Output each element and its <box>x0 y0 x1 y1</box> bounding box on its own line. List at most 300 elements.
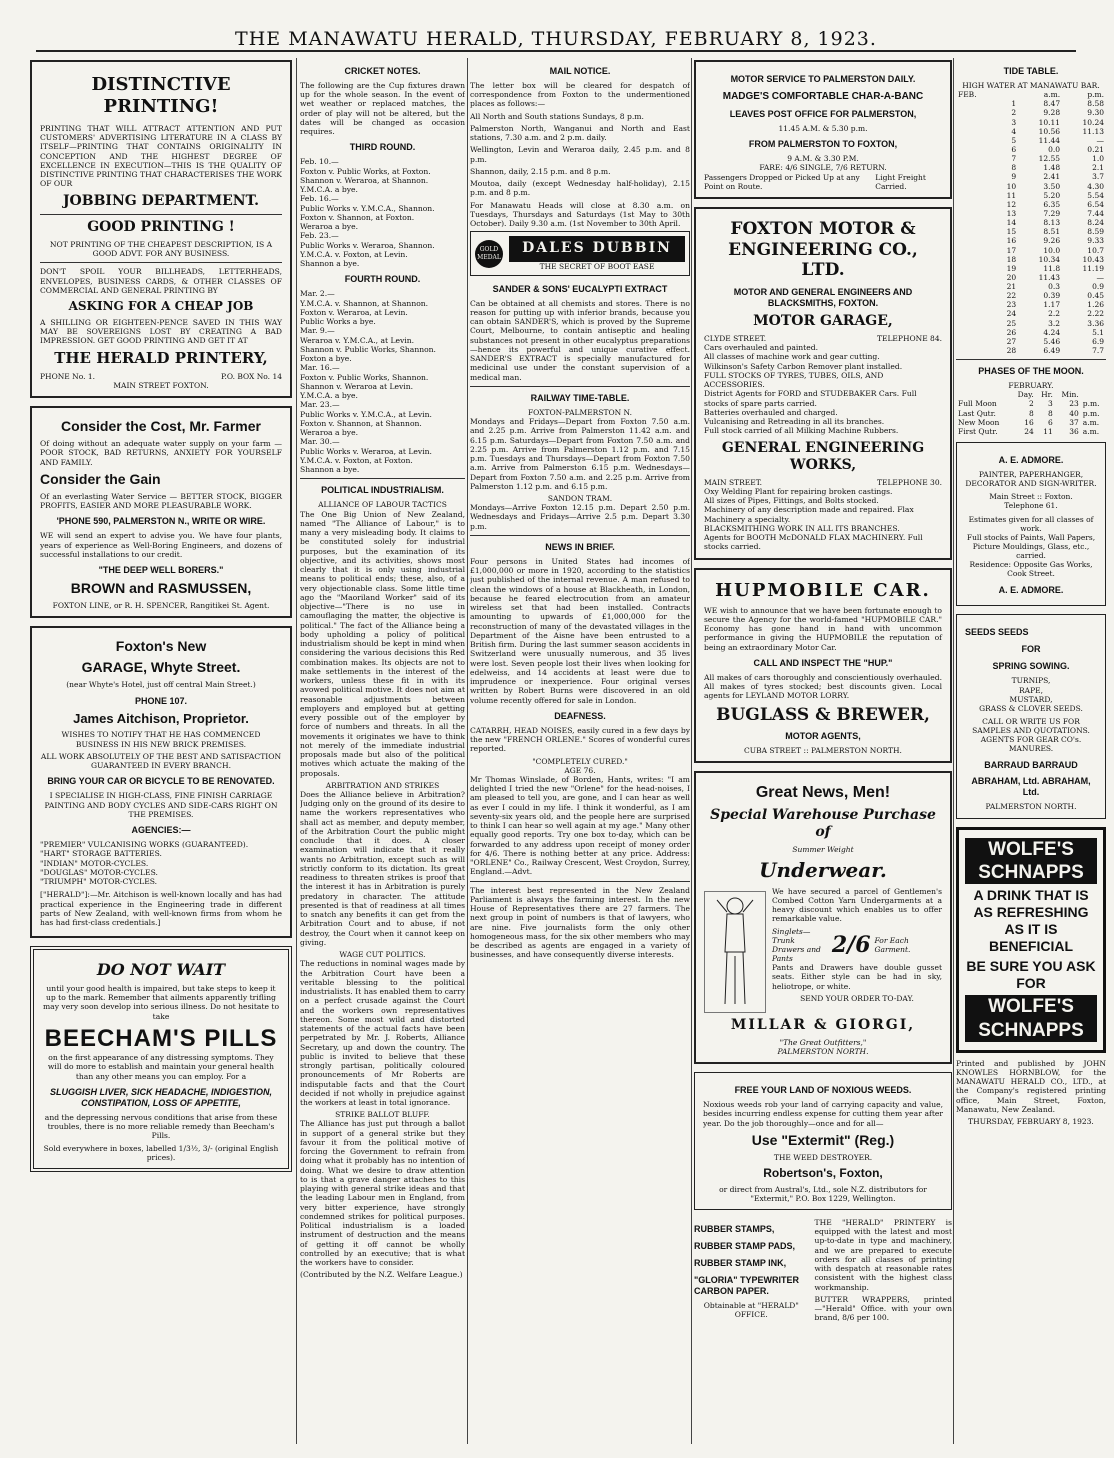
motor-garage: MOTOR GARAGE, <box>753 312 893 329</box>
moon-cell: Last Qutr. <box>958 408 996 418</box>
butter-wrappers: BUTTER WRAPPERS, printed—"Herald" Office. with your own brand, 8/6 per 100. <box>814 1294 952 1323</box>
mail-item: Palmerston North, Wanganui and North and East stations, 7.30 a.m. and 2 p.m. daily. <box>470 123 690 143</box>
column-3 <box>470 60 690 1442</box>
cricket-title: CRICKET NOTES. <box>344 66 421 76</box>
age-76: AGE 76. <box>564 765 596 775</box>
tide-cell: 16 <box>1006 236 1017 246</box>
hupmobile-title: HUPMOBILE CAR. <box>715 579 931 601</box>
fixture: Foxton v. Weraroa, at Levin. <box>300 307 408 317</box>
outfitters: "The Great Outfitters," <box>779 1037 867 1047</box>
tide-cell: 14 <box>1006 218 1017 228</box>
service-item: FULL STOCKS OF TYRES, TUBES, OILS, AND ACCESSORIES. <box>704 370 884 390</box>
tide-cell: 2.2 <box>1048 309 1061 319</box>
moon-cell: 23 <box>1069 399 1079 409</box>
moon-row <box>956 427 1106 436</box>
foxton-motor-title: FOXTON MOTOR & ENGINEERING CO., LTD. <box>728 218 918 281</box>
railway-sub: FOXTON-PALMERSTON N. <box>527 407 633 417</box>
summer-weight: Summer Weight <box>792 845 854 855</box>
motor-general: MOTOR AND GENERAL ENGINEERS AND BLACKSMITHS, FOXTON. <box>733 287 913 308</box>
tide-cell: 10 <box>1006 181 1017 191</box>
deafness-title: DEAFNESS. <box>554 710 606 721</box>
deafness-text: CATARRH, HEAD NOISES, easily cured in a few days by the new "FRENCH ORLENE." Scores of wonderful cures reported. <box>470 725 690 754</box>
tide-cell: 6.35 <box>1043 199 1061 209</box>
news-title: NEWS IN BRIEF. <box>545 541 615 552</box>
service-item: Oxy Welding Plant for repairing broken castings. <box>704 486 893 496</box>
moon-cell: 2 <box>1028 399 1034 409</box>
tide-cell: 9.28 <box>1043 108 1061 118</box>
tide-cell: 10.0 <box>1043 245 1061 255</box>
expert-text: WE will send an expert to advise you. We have four plants, years of experience as Well-Boring Engineers, and dozens of successful installations to our credit. <box>40 531 282 559</box>
gold-medal-icon: GOLD MEDAL <box>475 240 503 268</box>
passengers: Passengers Dropped or Picked Up at any Point on Route. <box>704 172 860 191</box>
tide-cell: 22 <box>1006 291 1017 301</box>
tide-cell <box>956 300 995 309</box>
tide-row <box>956 108 1106 117</box>
beechams-pills: BEECHAM'S PILLS <box>44 1024 278 1052</box>
tide-cell <box>956 346 995 355</box>
fixture: Y.M.C.A. v. Foxton, at Foxton. <box>300 455 413 465</box>
weed-destroyer: THE WEED DESTROYER. <box>773 1152 873 1162</box>
moon-row <box>956 418 1106 427</box>
herald-printery-title: THE HERALD PRINTERY, <box>54 349 268 368</box>
gain-text: Of an everlasting Water Service — BETTER STOCK, BIGGER PROFITS, EASIER AND MORE PLEASURABLE WORK. <box>40 491 282 511</box>
agency-item: "DOUGLAS" MOTOR-CYCLES. <box>40 867 158 877</box>
tide-cell <box>956 172 995 181</box>
tide-cell: 10.34 <box>1038 254 1061 264</box>
tide-row <box>956 218 1106 227</box>
wolfes-title: WOLFE'S SCHNAPPS <box>965 838 1097 884</box>
palmerston-north-seeds: PALMERSTON NORTH. <box>985 802 1077 812</box>
cuba-street: CUBA STREET :: PALMERSTON NORTH. <box>744 746 902 756</box>
seeds-for: FOR <box>1021 644 1041 655</box>
moon-cell: First Qutr. <box>958 426 998 436</box>
underwear-ad <box>694 771 952 1064</box>
column-1 <box>30 60 292 1442</box>
tide-row <box>956 309 1106 318</box>
moon-cell: 24 <box>1024 426 1034 436</box>
printing-text: PRINTING THAT WILL ATTRACT ATTENTION AND PUT CUSTOMERS' ADVERTISING LITERATURE IN A CLASS BY ITSELF—PRINTING THAT CONTAINS ORIGINALITY IN CONCEPTION AND THE HIGHEST DEGREE OF EXCELLENCE IN EXECUTION—THIS IS THE QUALITY OF DISTINCTIVE PRINTING THAT CHARACTERISES THE WORK OF OUR <box>40 123 282 189</box>
buglass-brewer: BUGLASS & BREWER, <box>716 704 930 725</box>
tide-cell <box>956 99 995 108</box>
dont-spoil-text: DON'T SPOIL YOUR BILLHEADS, LETTERHEADS, ENVELOPES, BUSINESS CARDS, & OTHER CLASSES OF COMMERCIAL AND GENERAL PRINTING BY <box>40 267 282 295</box>
asking-title: ASKING FOR A CHEAP JOB <box>68 299 254 314</box>
special-purchase: Special Warehouse Purchase of <box>710 806 936 841</box>
tide-cell: 8.51 <box>1043 227 1061 237</box>
tide-row <box>956 255 1106 264</box>
stamp-item: RUBBER STAMP PADS, <box>694 1240 796 1251</box>
tide-cell: 8.24 <box>1087 218 1104 228</box>
arbitration-text: Does the Alliance believe in Arbitration? Judging only on the ground of its desire to name the workers representatives who shall act as member, and deputy member, of the Arbitration Court the public might conclude that it does. A closer examination will indicate that it really wants no Arbitration, except such as will strictly conform to its dictation. Its great readiness to threaten strikes is proof that the interest it has in Arbitration is purely predatory in character. The attitude presented is that of readiness at all times to snatch any benefits it can get from the Arbitration Court and to abuse, if not destroy, the Court when it cannot keep on giving. <box>300 789 465 947</box>
singlets: Singlets—Trunk Drawers and Pants <box>772 926 821 964</box>
tide-cell: 6 <box>1011 144 1017 154</box>
tide-cell: 2 <box>1011 108 1017 118</box>
pants-text: Pants and Drawers have double gusset seats. Either style can be had in sky, heliotrope, or white. <box>772 963 942 991</box>
contributed-by: (Contributed by the N.Z. Welfare League.) <box>300 1270 463 1280</box>
motor-service-title: MOTOR SERVICE TO PALMERSTON DAILY. <box>730 74 916 84</box>
stamp-item: RUBBER STAMPS, <box>694 1223 775 1234</box>
paints: Full stocks of Paints, Wall Papers, Picture Mouldings, Glass, etc., carried. <box>966 532 1096 561</box>
tide-cell: 8.59 <box>1087 227 1104 237</box>
tide-row <box>956 282 1106 291</box>
tide-cell <box>956 191 995 200</box>
call-write: CALL OR WRITE US FOR SAMPLES AND QUOTATIONS. <box>972 716 1090 736</box>
tide-row <box>956 163 1106 172</box>
depressing-text: and the depressing nervous conditions that arise from these troubles, there is no more reliable remedy than Beecham's Pills. <box>44 1112 278 1141</box>
sander-title: SANDER & SONS' EUCALYPTI EXTRACT <box>492 283 668 294</box>
tide-cell <box>956 154 995 163</box>
jobbing-title: JOBBING DEPARTMENT. <box>62 192 260 209</box>
farmer-text: Of doing without an adequate water supply on your farm — POOR STOCK, BAD RETURNS, ANXIETY FOR YOURSELF AND FAMILY. <box>40 439 282 467</box>
tide-cell: 13 <box>1006 208 1017 218</box>
mail-item: Wellington, Levin and Weraroa daily, 2.45 p.m. and 8 p.m. <box>470 145 690 164</box>
agency-item: "PREMIER" VULCANISING WORKS (GUARANTEED). <box>40 840 249 850</box>
tide-cell: 20 <box>1006 272 1017 282</box>
tide-cell: 15 <box>1006 227 1017 237</box>
dont-wait: DO NOT WAIT <box>96 960 226 980</box>
tide-row <box>956 346 1106 355</box>
beecham-text: on the first appearance of any distressing symptoms. They will do more to establish and maintain your general health than any other means you can employ. For a <box>47 1053 275 1081</box>
moon-cell: 6 <box>1048 417 1053 427</box>
free-land: FREE YOUR LAND OF NOXIOUS WEEDS. <box>734 1085 912 1096</box>
wolfes-schnapps-ad <box>956 827 1106 1053</box>
parliament-text: The interest best represented in the New Zealand Parliament is always the farming interest. In the new House of Representatives there are 27 farmers. The next group in point of numbers is that of lawyers, who are nine. Five journalists form the only other homogeneous mass, for the six other members who may be described as agents are engaged in a variety of businesses, and have consequently diverse interests. <box>470 885 690 960</box>
tide-cell: 3 <box>1011 117 1017 127</box>
moon-cell: 36 <box>1069 426 1079 436</box>
tide-cell <box>956 163 995 172</box>
fixture: Y.M.C.A. v. Foxton, at Levin. <box>300 249 408 259</box>
strike-text: The Alliance has just put through a ballot in support of a general strike but they favour it from the political motive of forcing the Government to refrain from doing what it probably has no intention of doing. What we desire to draw attention to is that a grave danger attaches to this playing with general strike ideas and that the leading Labour men in England, from very bitter experience, have strongly condemned strikes for political purposes. Political industrialism is a loaded instrument of destruction and the means of getting it off cannot be wholly controlled by an executive; that is what the workers have to consider. <box>300 1119 465 1268</box>
fixture: Shannon a bye. <box>300 465 360 475</box>
from-palmerston: FROM PALMERSTON TO FOXTON, <box>748 139 898 150</box>
tide-cell: 10.11 <box>1038 117 1061 127</box>
dales-ad <box>470 231 690 275</box>
tide-cell: 8.47 <box>1043 99 1061 109</box>
from-time: 9 A.M. & 3.30 P.M. <box>787 154 859 164</box>
fixture: Weraroa v. Y.M.C.A., at Levin. <box>300 335 415 345</box>
fixture: Shannon v. Weraroa at Levin. <box>300 381 414 391</box>
tide-cell: 5.46 <box>1043 336 1061 346</box>
brown-rasmussen: BROWN and RASMUSSEN, <box>70 580 252 597</box>
mail-item: Moutoa, daily (except Wednesday half-holiday), 2.15 p.m. and 8 p.m. <box>470 179 690 198</box>
seed-item: TURNIPS, <box>1011 676 1051 686</box>
tide-cell <box>956 264 995 273</box>
fare: FARE: 4/6 SINGLE, 7/6 RETURN. <box>759 163 887 173</box>
sold-everywhere: Sold everywhere in boxes, labelled 1/3½, 3/- (original English prices). <box>43 1143 279 1162</box>
column-2 <box>300 60 465 1442</box>
wolfes-be-sure: BE SURE YOU ASK FOR <box>966 958 1096 992</box>
tide-row <box>956 118 1106 127</box>
tide-row <box>956 182 1106 191</box>
wage-text: The reductions in nominal wages made by the Arbitration Court have been a veritable blessing to the political industrialists. It has enabled them to carry on a perfect crusade against the Court and the workers own representatives thereon. Some most wild and distorted statements of the actual facts have been perpetrated by Mr. J. Roberts, Alliance Secretary, up and down the country. The public is invited to believe that these strongly partisan, politically coloured pronouncements of Mr Roberts are indisputable facts and that the Court decided if not wholly in prejudice against the workers at least in total ignorance. <box>300 959 465 1108</box>
tide-month: FEB. <box>958 90 977 100</box>
tide-cell: 2.1 <box>1092 163 1104 173</box>
tide-cell <box>956 282 995 291</box>
extermit: Use "Extermit" (Reg.) <box>751 1131 895 1148</box>
gain-title: Consider the Gain <box>40 470 161 487</box>
fixture: Public Works v. Y.M.C.A., Shannon. <box>300 203 435 213</box>
tide-cell <box>956 218 995 227</box>
tide-cell: 4 <box>1011 126 1017 136</box>
foxton-motor-ad <box>694 207 952 560</box>
sandon-text: Mondays—Arrive Foxton 12.15 p.m. Depart 2.50 p.m. Wednesdays and Fridays—Arrive 2.5 p.m. Depart 3.30 p.m. <box>470 503 690 531</box>
tide-row <box>956 99 1106 108</box>
moon-cell: a.m. <box>1082 426 1100 436</box>
tide-cell: 11.8 <box>1043 263 1061 273</box>
tide-cell: 11.13 <box>1082 126 1104 136</box>
fixture: Shannon a bye. <box>300 259 360 269</box>
tide-row <box>956 328 1106 337</box>
tide-cell: 9.26 <box>1043 236 1061 246</box>
fixture: Mar. 30.— <box>300 437 340 447</box>
weeds-text: Noxious weeds rob your land of carrying capacity and value, besides incurring endless expense for cutting them year after year. Do the job thoroughly—once and for all— <box>703 1100 943 1128</box>
tide-row <box>956 127 1106 136</box>
tide-row <box>956 191 1106 200</box>
tide-cell <box>956 136 995 145</box>
tide-cell: 1.48 <box>1043 163 1061 173</box>
call-inspect: CALL AND INSPECT THE "HUP." <box>753 657 893 668</box>
admore-address: Main Street :: Foxton. <box>989 492 1073 502</box>
agencies-title: AGENCIES:— <box>131 825 191 836</box>
tide-row <box>956 236 1106 245</box>
printery-address: MAIN STREET FOXTON. <box>113 380 209 390</box>
printery-text: THE "HERALD" PRINTERY is equipped with the latest and most up-to-date in type and machinery, and we are prepared to execute orders for all classes of printing with despatch at reasonable rates consistent with the highest class workmanship. <box>814 1217 952 1292</box>
seeds-ad <box>956 614 1106 818</box>
fixture: Shannon v. Weraroa, at Shannon. <box>300 175 429 185</box>
tide-cell: 12 <box>1006 199 1017 209</box>
tide-cell: 10.24 <box>1082 117 1104 127</box>
moon-row <box>956 409 1106 418</box>
fixture: Weraroa a bye. <box>300 222 358 232</box>
tide-cell: 9.33 <box>1087 236 1104 246</box>
tide-cell: 18 <box>1006 254 1017 264</box>
aitchison: James Aitchison, Proprietor. <box>73 710 249 726</box>
tide-row <box>956 273 1106 282</box>
moon-cell: 8 <box>1028 408 1034 418</box>
great-news: Great News, Men! <box>755 784 891 802</box>
cricket-intro: The following are the Cup fixtures drawn up for the whole season. In the event of wet weather or replaced matches, the order of play will not be altered, but the dates will be changed as occasion requires. <box>300 80 465 137</box>
service-item: All sizes of Pipes, Fittings, and Bolts stocked. <box>704 496 879 506</box>
admore: A. E. ADMORE. <box>998 455 1064 465</box>
fixture: Foxton v. Public Works, Shannon. <box>300 372 429 382</box>
tide-cell <box>956 291 995 300</box>
beechams-ad <box>30 946 292 1172</box>
fixture: Shannon v. Public Works, Shannon. <box>300 344 436 354</box>
herald-note: ["HERALD"]:—Mr. Aitchison is well-known locally and has had practical experience in the Engineering trade in different parts of New Zealand, with well-known firms from whom he has had first-class credentials.] <box>40 890 282 928</box>
fixture: Mar. 2.— <box>300 289 335 299</box>
moon-cell: a.m. <box>1082 417 1100 427</box>
tide-row <box>956 136 1106 145</box>
printing-ad <box>30 60 292 398</box>
hupmobile-text-2: All makes of cars thoroughly and conscientiously overhauled. All makes of tyres stocked; best discounts given. Local agents for LEYLAND MOTOR LORRY. <box>704 672 942 701</box>
phone-number: PHONE No. 1. <box>40 371 96 381</box>
tide-cell <box>956 200 995 209</box>
fixture: Feb. 23.— <box>300 231 339 241</box>
millar-giorgi: MILLAR & GIORGI, <box>730 1016 916 1033</box>
column-rule <box>467 58 468 1444</box>
service-item: Vulcanising and Retreading in all its branches. <box>704 417 885 427</box>
sluggish: SLUGGISH LIVER, SICK HEADACHE, INDIGESTION, CONSTIPATION, LOSS OF APPETITE, <box>49 1086 273 1108</box>
tide-cell: 5.54 <box>1087 190 1104 200</box>
rubber-stamps <box>694 1218 809 1326</box>
fixture: Feb. 16.— <box>300 194 339 204</box>
completely-cured: "COMPLETELY CURED." <box>532 756 628 766</box>
admore-trade: PAINTER, PAPERHANGER, DECORATOR AND SIGN-WRITER. <box>965 469 1097 489</box>
well-borers-ad <box>30 406 292 618</box>
agency-item: "HART" STORAGE BATTERIES. <box>40 849 162 859</box>
tide-cell: 1 <box>1011 99 1017 109</box>
tide-row <box>956 300 1106 309</box>
tide-cell <box>956 309 995 318</box>
garage-location: (near Whyte's Hotel, just off central Main Street.) <box>66 680 256 690</box>
agents-gear: AGENTS FOR GEAR CO's. MANURES. <box>980 735 1082 754</box>
tide-cell: 25 <box>1006 318 1017 328</box>
tide-cell: — <box>1096 135 1104 145</box>
column-rule <box>296 58 297 1444</box>
garage-services <box>704 343 942 436</box>
good-printing-text: NOT PRINTING OF THE CHEAPEST DESCRIPTION, IS A GOOD ADVT. FOR ANY BUSINESS. <box>49 239 273 259</box>
tide-cell: 12.55 <box>1038 154 1061 164</box>
leaves: LEAVES POST OFFICE FOR PALMERSTON, <box>729 109 917 120</box>
wage-cut-heading: WAGE CUT POLITICS. <box>339 950 426 960</box>
political-text: The One Big Union of New Zealand, named "The Alliance of Labour," is to many a very misleading body. It claims to be constituted solely for industrial purposes, but the examination of its objective, and its activities, shows most clearly that it is only using industrial means to political ends; these, also, of a very objectionable class. Some little time ago the "Maoriland Worker" said of its objective—"There is no use in camouflaging the matter, the objective is political." The fact of the Alliance being a body upholding a policy of political industrialism should be kept in mind when considering the various decisions this Red combination makes. Its objects are not to make settlements in the interest of the workers, unless these fit in with its avowed political motive. It does not aim at reasonable adjustments between employers and employed but at getting every possible out of the employer by force of numbers and threats. In all the movements it originates we have to think not merely of the immediate industrial proposals made but also of the political motives which actuate the making of the proposals. <box>300 509 465 778</box>
tide-cell: 3.2 <box>1048 318 1061 328</box>
tide-cell: 6.49 <box>1043 346 1061 356</box>
barraud: BARRAUD BARRAUD <box>984 759 1078 770</box>
garage-ad <box>30 626 292 938</box>
railway-text: Mondays and Fridays—Depart from Foxton 7.50 a.m. and 2.25 p.m. Arrive from Palmerston 11.42 a.m. and 6.15 p.m. Saturdays—Depart from Foxton 7.50 a.m. and 2.25 p.m. Arrive from Palmerston 1.12 p.m. and 7.15 p.m. Tuesdays and Thursdays—Depart from Foxton 7.50 a.m. Arrive from Palmerston 6.15 p.m. Wednesdays—Depart from Foxton 7.50 a.m. and 2.25 p.m. Arrive from Palmerston 1.12 p.m. and 6.15 p.m. <box>470 417 690 491</box>
fixture: Y.M.C.A. a bye. <box>300 185 358 195</box>
tide-cell <box>956 145 995 154</box>
service-item: Machinery of any description made and repaired. Flax Machinery a specialty. <box>704 505 914 524</box>
tide-cell: 2.22 <box>1087 309 1104 319</box>
tide-cell: 5.1 <box>1092 327 1104 337</box>
tide-cell: 5 <box>1011 135 1017 145</box>
general-engineering: GENERAL ENGINEERING WORKS, <box>721 439 925 473</box>
service-item: Full stock carried of all Milking Machine Rubbers. <box>704 426 899 436</box>
agency-item: "INDIAN" MOTOR-CYCLES. <box>40 858 149 868</box>
service-item: All classes of machine work and gear cutting. <box>704 352 880 362</box>
tide-cell <box>956 328 995 337</box>
tide-cell <box>956 118 995 127</box>
tide-cell: 8.13 <box>1043 218 1061 228</box>
fixture: Foxton v. Shannon, at Foxton. <box>300 212 415 222</box>
column-rule <box>691 58 692 1444</box>
bring-car: BRING YOUR CAR OR BICYCLE TO BE RENOVATED. <box>47 776 275 787</box>
service-item: BLACKSMITHING WORK IN ALL ITS BRANCHES. <box>704 523 900 533</box>
tide-cell: 9 <box>1011 172 1017 182</box>
underwear-text: We have secured a parcel of Gentlemen's Combed Cotton Yarn Undergarments at a heavy discount which enables us to offer remarkable value. <box>772 886 942 924</box>
tide-cell: 7.29 <box>1043 208 1061 218</box>
moon-cell: 16 <box>1024 417 1034 427</box>
extermit-ad <box>694 1072 952 1210</box>
motor-agents: MOTOR AGENTS, <box>785 731 861 742</box>
stamp-item: RUBBER STAMP INK, <box>694 1257 787 1268</box>
tide-cell: 19 <box>1006 263 1017 273</box>
tide-cell <box>956 209 995 218</box>
tide-cell <box>956 227 995 236</box>
tide-row <box>956 246 1106 255</box>
tide-cell: 6.54 <box>1087 199 1104 209</box>
tide-row <box>956 172 1106 181</box>
tide-cell: 11 <box>1006 190 1017 200</box>
estimates: Estimates given for all classes of work. <box>968 514 1094 533</box>
fixture: Mar. 16.— <box>300 363 340 373</box>
column-rule <box>953 58 954 1444</box>
moon-cell: 11 <box>1043 426 1053 436</box>
tide-cell: 27 <box>1006 336 1017 346</box>
charabanc-ad <box>694 60 952 199</box>
seeds: SEEDS SEEDS <box>965 627 1029 638</box>
tide-cell: 11.19 <box>1082 263 1104 273</box>
palmerston-north: PALMERSTON NORTH. <box>777 1046 869 1056</box>
moon-cell: 3 <box>1048 399 1053 409</box>
fixture: Feb. 10.— <box>300 157 339 167</box>
mail-title: MAIL NOTICE. <box>549 66 611 76</box>
tide-col-pm: p.m. <box>1087 90 1104 100</box>
tide-row <box>956 264 1106 273</box>
orlene-text: Mr Thomas Winslade, of Borden, Hants, writes: "I am delighted I tried the new "Orlene" for the head-noises, I am pleased to tell you, are gone, and I can hear as well as ever I could in my life. I think it wonderful, as I am seventy-six years old, and the people here are surprised to think I can hear so well again at my age." Many other equally good reports. Try one box to-day, which can be forwarded to any address upon receipt of money order for 4/6. There is nothing better at any price. Address: "ORLENE" Co., Railway Crescent, West Croydon, Surrey, England.—Advt. <box>470 774 690 877</box>
moon-row <box>956 399 1106 408</box>
news-text: Four persons in United States had incomes of £1,000,000 or more in 1920, according to the statistics just published of the internal revenue. A man refused to clean the windows of a house at Blackheath, in London, because he feared electrocution from an amateur wireless set that had been installed. Contracts amounting to upwards of £1,000,000 for the reconstruction of many of the devastated villages in the Department of the Aisne have been entrusted to a British firm. During the last summer season accidents in Switzerland were unusually numerous, and 35 lives were lost. Seven people lost their lives when looking for edelweiss, and 14 accidents at least were due to imprudence or inexperience. Four original verses written by Robert Burns were discovered in an old volume recently offered for sale in London. <box>470 556 690 705</box>
tide-cell: 26 <box>1006 327 1017 337</box>
deep-well-borers: "THE DEEP WELL BORERS." <box>98 565 224 576</box>
moon-head-hr: Hr. <box>1041 390 1053 400</box>
service-item: Agents for BOOTH McDONALD FLAX MACHINERY. Full stocks carried. <box>704 533 923 552</box>
tide-row <box>956 209 1106 218</box>
agency-list <box>40 840 282 886</box>
moon-table <box>956 390 1106 436</box>
telephone-84: TELEPHONE 84. <box>876 334 942 344</box>
moon-cell: New Moon <box>958 417 1000 427</box>
alliance-subtitle: ALLIANCE OF LABOUR TACTICS <box>318 500 447 510</box>
wishes-text: WISHES TO NOTIFY THAT HE HAS COMMENCED BUSINESS IN HIS NEW BRICK PREMISES. <box>61 730 261 749</box>
tide-cell: 0.39 <box>1043 291 1061 301</box>
tide-cell <box>956 273 995 282</box>
for-each: For Each Garment. <box>874 935 911 954</box>
tide-cell: 0.21 <box>1087 144 1104 154</box>
admore-telephone: Telephone 61. <box>1004 501 1058 511</box>
mail-item: Shannon, daily, 2.15 p.m. and 8 p.m. <box>470 166 611 176</box>
tide-sub: HIGH WATER AT MANAWATU BAR. <box>962 80 1100 90</box>
mail-text: The letter box will be cleared for despatch of correspondence from Foxton to the undermentioned places as follows:— <box>470 80 690 109</box>
tide-cell: 28 <box>1006 346 1017 356</box>
underwear-title: Underwear. <box>759 858 887 883</box>
fixture: Public Works v. Weraroa, at Levin. <box>300 446 432 456</box>
fourth-round: FOURTH ROUND. <box>344 274 421 285</box>
tide-cell: 5.20 <box>1043 190 1061 200</box>
residence: Residence: Opposite Gas Works, Cook Street. <box>969 560 1093 579</box>
po-box: P.O. BOX No. 14 <box>220 371 282 381</box>
tide-title: TIDE TABLE. <box>1003 66 1059 76</box>
tide-cell: 2.41 <box>1043 172 1061 182</box>
tide-row <box>956 227 1106 236</box>
send-order: SEND YOUR ORDER TO-DAY. <box>800 993 914 1003</box>
tide-col-am: a.m. <box>1043 90 1061 100</box>
fixture: Y.M.C.A. a bye. <box>300 391 358 401</box>
specialise-text: I SPECIALISE IN HIGH-CLASS, FINE FINISH CARRIAGE PAINTING AND BODY CYCLES AND SIDE-CARS RIGHT ON THE PREMISES. <box>44 791 278 819</box>
moon-head-min: Min. <box>1061 390 1079 400</box>
third-round: THIRD ROUND. <box>349 142 416 153</box>
tide-row <box>956 291 1106 300</box>
tide-cell <box>956 236 995 245</box>
mail-item: For Manawatu Heads will close at 8.30 a.m. on Tuesdays, Thursdays and Saturdays (1st May to 30th October). Daily 9.30 a.m. (1st November to 30th April. <box>470 200 690 229</box>
herald-printery-notice <box>815 1218 952 1326</box>
shilling-text: A SHILLING OR EIGHTEEN-PENCE SAVED IN THIS WAY MAY BE SOVEREIGNS LOST BY CREATING A BAD IMPRESSION. GET GOOD PRINTING AND GET IT AT <box>40 317 282 346</box>
abraham: ABRAHAM, Ltd. ABRAHAM, Ltd. <box>971 776 1091 798</box>
printed-by: Printed and published by JOHN KNOWLES HORNBLOW, for the MANAWATU HERALD CO., LTD., at the Company's registered printing office, Main Street, Foxton, Manawatu, New Zealand. <box>956 1058 1106 1114</box>
tide-cell: 0.9 <box>1092 282 1104 292</box>
tide-cell: 0.45 <box>1087 291 1104 301</box>
